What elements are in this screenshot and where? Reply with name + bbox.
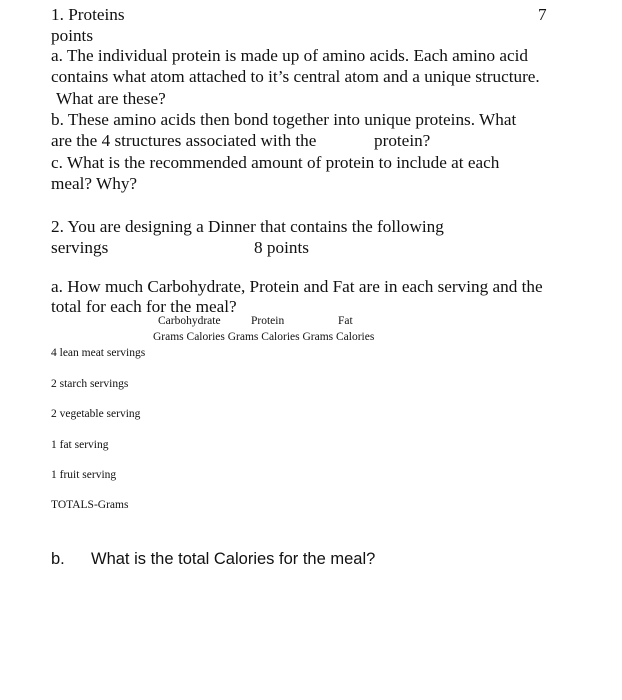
- q1b-line1: b. These amino acids then bond together into unique proteins. What: [51, 110, 517, 129]
- q2b-label: b.: [51, 550, 65, 568]
- q1a-line2: contains what atom attached to it’s central atom and a unique structure.: [51, 67, 540, 86]
- table-header-fat: Fat: [338, 315, 353, 327]
- q2-line1: 2. You are designing a Dinner that contains the following: [51, 217, 444, 236]
- q1c-line1: c. What is the recommended amount of protein to include at each: [51, 153, 500, 172]
- q2a-line2: total for each for the meal?: [51, 297, 237, 316]
- q2-line2b: 8 points: [254, 238, 309, 257]
- q1c-line2: meal? Why?: [51, 174, 138, 193]
- table-row-label: 1 fruit serving: [51, 469, 117, 481]
- q2-line2a: servings: [51, 238, 109, 257]
- q1-points-value: 7: [538, 5, 547, 24]
- table-row-label: 4 lean meat servings: [51, 347, 146, 359]
- q1b-line2a: are the 4 structures associated with the: [51, 131, 317, 150]
- table-row-label: 1 fat serving: [51, 439, 109, 451]
- table-header-protein: Protein: [251, 315, 285, 327]
- q1-points-word: points: [51, 26, 94, 45]
- table-row-label: TOTALS-Grams: [51, 499, 129, 511]
- q1b-line2b: protein?: [374, 131, 431, 150]
- q2b-text: What is the total Calories for the meal?: [91, 550, 376, 568]
- table-subheader: Grams Calories Grams Calories Grams Calories: [153, 331, 375, 343]
- q1a-line3: What are these?: [56, 89, 166, 108]
- table-row-label: 2 starch servings: [51, 378, 129, 390]
- q2a-line1: a. How much Carbohydrate, Protein and Fat are in each serving and the: [51, 277, 543, 296]
- q1-title: 1. Proteins: [51, 5, 125, 24]
- table-header-carbohydrate: Carbohydrate: [158, 315, 221, 327]
- q1a-line1: a. The individual protein is made up of amino acids. Each amino acid: [51, 46, 528, 65]
- table-row-label: 2 vegetable serving: [51, 408, 141, 420]
